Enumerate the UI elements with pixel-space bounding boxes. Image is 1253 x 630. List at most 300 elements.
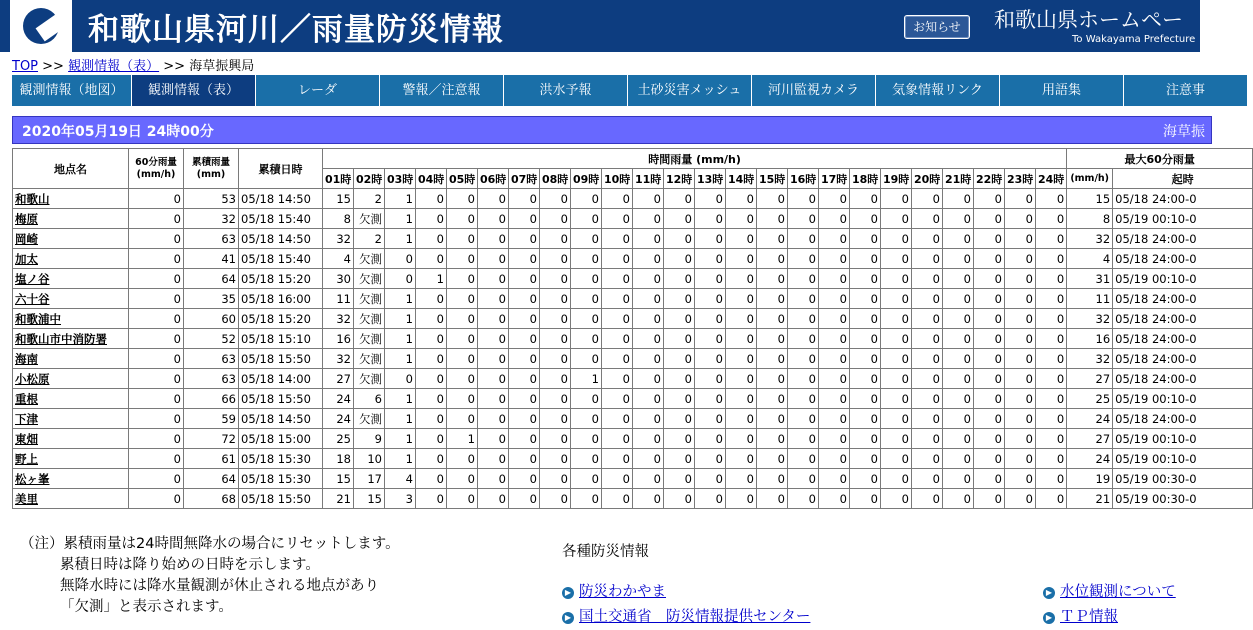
hourly-cell: 0	[447, 469, 478, 489]
rain60-cell: 0	[129, 349, 184, 369]
rain60-cell: 0	[129, 289, 184, 309]
hourly-cell: 0	[850, 429, 881, 449]
cumulative-date-header: 累積日時	[239, 149, 323, 189]
cumulative-cell: 35	[184, 289, 239, 309]
hourly-cell: 0	[1036, 209, 1067, 229]
hourly-cell: 0	[664, 209, 695, 229]
hourly-cell: 0	[447, 329, 478, 349]
cumulative-cell: 59	[184, 409, 239, 429]
max60-cell: 27	[1067, 369, 1113, 389]
hourly-cell: 1	[385, 449, 416, 469]
hourly-cell: 0	[881, 449, 912, 469]
hourly-cell: 6	[354, 389, 385, 409]
link-bousai-wakayama[interactable]: ▶ 防災わかやま	[562, 580, 666, 601]
arrow-bullet-icon: ▶	[1043, 587, 1055, 599]
hourly-cell: 0	[819, 349, 850, 369]
hourly-cell: 0	[912, 489, 943, 509]
station-cell	[13, 389, 129, 409]
hourly-cell: 0	[478, 429, 509, 449]
hourly-cell: 0	[788, 409, 819, 429]
station-cell	[13, 309, 129, 329]
hourly-cell: 0	[509, 229, 540, 249]
hourly-cell: 11	[323, 289, 354, 309]
hourly-cell: 0	[664, 389, 695, 409]
hourly-cell: 0	[447, 289, 478, 309]
nav-tab[interactable]: 注意事	[1124, 75, 1248, 106]
max60-cell: 27	[1067, 429, 1113, 449]
hourly-cell: 0	[850, 189, 881, 209]
rain60-cell: 0	[129, 409, 184, 429]
hourly-cell: 0	[881, 249, 912, 269]
hour-header: 05時	[447, 169, 478, 189]
hourly-cell: 0	[447, 269, 478, 289]
hourly-cell: 32	[323, 309, 354, 329]
hourly-cell: 0	[540, 289, 571, 309]
hourly-cell: 0	[478, 329, 509, 349]
hourly-cell: 0	[540, 329, 571, 349]
max60-cell: 31	[1067, 269, 1113, 289]
hourly-cell: 1	[416, 269, 447, 289]
hourly-cell: 30	[323, 269, 354, 289]
hourly-cell: 0	[633, 209, 664, 229]
hourly-cell: 0	[447, 489, 478, 509]
hourly-cell: 18	[323, 449, 354, 469]
hourly-cell: 0	[602, 349, 633, 369]
hourly-cell: 0	[788, 349, 819, 369]
hourly-cell: 0	[850, 309, 881, 329]
hourly-cell: 1	[385, 389, 416, 409]
hourly-cell: 0	[819, 269, 850, 289]
hourly-cell: 0	[695, 289, 726, 309]
hourly-cell: 0	[633, 289, 664, 309]
cumulative-date-cell: 05/18 14:00	[239, 369, 323, 389]
hour-header: 11時	[633, 169, 664, 189]
cumulative-cell: 52	[184, 329, 239, 349]
hourly-cell: 0	[1005, 349, 1036, 369]
hourly-cell: 0	[1005, 489, 1036, 509]
max60-cell: 24	[1067, 409, 1113, 429]
table-row	[13, 429, 1253, 449]
max60-header: 最大60分雨量	[1067, 149, 1253, 169]
notes	[20, 534, 400, 618]
rain60-cell: 0	[129, 489, 184, 509]
max60-time-cell: 05/19 00:10-0	[1113, 209, 1253, 229]
hourly-cell: 0	[726, 489, 757, 509]
hourly-cell: 0	[1036, 289, 1067, 309]
hourly-cell: 0	[788, 229, 819, 249]
table-row	[13, 489, 1253, 509]
hourly-cell: 0	[571, 469, 602, 489]
hourly-cell: 2	[354, 229, 385, 249]
hourly-cell: 0	[447, 249, 478, 269]
hourly-cell: 8	[323, 209, 354, 229]
station-cell	[13, 189, 129, 209]
observation-datetime: 2020年05月19日 24時00分	[22, 124, 214, 140]
main-nav	[12, 75, 1248, 106]
hourly-cell: 15	[354, 489, 385, 509]
hourly-cell: 0	[633, 489, 664, 509]
station-link[interactable]: 梅原	[15, 211, 38, 226]
cumulative-cell: 32	[184, 209, 239, 229]
hourly-cell: 0	[633, 469, 664, 489]
max60-time-cell: 05/18 24:00-0	[1113, 229, 1253, 249]
max60-cell: 11	[1067, 289, 1113, 309]
prefecture-home-sublabel[interactable]: To Wakayama Prefecture	[1072, 34, 1196, 45]
nav-tab[interactable]: 観測情報（地図）	[12, 75, 132, 106]
hourly-cell: 0	[602, 429, 633, 449]
link-mlit-center[interactable]: ▶ 国土交通省 防災情報提供センター	[562, 605, 810, 626]
hourly-cell: 0	[664, 369, 695, 389]
station-link[interactable]: 和歌山	[15, 191, 50, 206]
hourly-cell: 0	[478, 389, 509, 409]
hourly-cell: 1	[385, 309, 416, 329]
breadcrumb-separator: >>	[42, 59, 64, 74]
nav-tab[interactable]: 河川監視カメラ	[752, 75, 876, 106]
hourly-cell: 0	[1036, 389, 1067, 409]
rain60-cell: 0	[129, 389, 184, 409]
max60-cell: 32	[1067, 229, 1113, 249]
hourly-cell: 1	[385, 289, 416, 309]
cumulative-date-cell: 05/18 15:30	[239, 449, 323, 469]
cumulative-date-cell: 05/18 14:50	[239, 229, 323, 249]
hourly-cell: 0	[943, 349, 974, 369]
station-link[interactable]: 和歌浦中	[15, 311, 61, 326]
rain60-cell: 0	[129, 189, 184, 209]
hourly-cell: 0	[757, 289, 788, 309]
station-cell	[13, 409, 129, 429]
station-link[interactable]: 下津	[15, 411, 38, 426]
hourly-cell: 0	[943, 309, 974, 329]
hourly-cell: 0	[602, 269, 633, 289]
hourly-cell: 0	[695, 469, 726, 489]
hourly-cell: 0	[974, 369, 1005, 389]
hourly-cell: 0	[912, 209, 943, 229]
hourly-cell: 0	[509, 349, 540, 369]
max60-time-cell: 05/18 24:00-0	[1113, 409, 1253, 429]
hourly-cell: 0	[757, 209, 788, 229]
arrow-bullet-icon: ▶	[562, 587, 574, 599]
hourly-cell: 0	[416, 489, 447, 509]
cumulative-cell: 64	[184, 269, 239, 289]
hourly-cell: 0	[881, 409, 912, 429]
hourly-cell: 0	[602, 409, 633, 429]
station-link[interactable]: 美里	[15, 491, 38, 506]
hourly-cell: 1	[385, 349, 416, 369]
cumulative-date-cell: 05/18 15:00	[239, 429, 323, 449]
cumulative-cell: 68	[184, 489, 239, 509]
station-link[interactable]: 六十谷	[15, 291, 50, 306]
hourly-cell: 0	[974, 389, 1005, 409]
hourly-cell: 0	[540, 349, 571, 369]
table-row	[13, 469, 1253, 489]
hourly-cell: 0	[1005, 249, 1036, 269]
station-link[interactable]: 加太	[15, 251, 38, 266]
max60-time-cell: 05/19 00:10-0	[1113, 389, 1253, 409]
hourly-cell: 0	[850, 489, 881, 509]
hourly-cell: 0	[633, 269, 664, 289]
nav-tab[interactable]: 用語集	[1000, 75, 1124, 106]
hourly-cell: 32	[323, 229, 354, 249]
rain60-cell: 0	[129, 369, 184, 389]
hourly-cell: 0	[726, 369, 757, 389]
hourly-cell: 0	[943, 229, 974, 249]
hourly-cell: 0	[819, 469, 850, 489]
hourly-cell: 0	[509, 469, 540, 489]
nav-tab[interactable]: 警報／注意報	[380, 75, 504, 106]
hourly-cell: 0	[1036, 449, 1067, 469]
hourly-cell: 0	[478, 409, 509, 429]
hourly-cell: 0	[850, 269, 881, 289]
hourly-cell: 0	[478, 229, 509, 249]
nav-tab[interactable]: 観測情報（表）	[132, 75, 256, 106]
hourly-cell: 欠測	[354, 349, 385, 369]
hourly-cell: 0	[726, 209, 757, 229]
hourly-cell: 0	[757, 349, 788, 369]
rain60-cell: 0	[129, 449, 184, 469]
hourly-cell: 2	[354, 189, 385, 209]
max60-cell: 21	[1067, 489, 1113, 509]
hourly-cell: 0	[416, 409, 447, 429]
hourly-cell: 0	[695, 449, 726, 469]
disaster-links-heading: 各種防災情報	[562, 544, 649, 560]
hourly-cell: 0	[509, 269, 540, 289]
cumulative-date-cell: 05/18 14:50	[239, 189, 323, 209]
hourly-cell: 0	[757, 369, 788, 389]
note-line: 「欠測」と表示されます。	[60, 599, 233, 615]
hourly-cell: 0	[912, 369, 943, 389]
hourly-cell: 0	[757, 329, 788, 349]
hourly-cell: 0	[695, 309, 726, 329]
max60-time-cell: 05/18 24:00-0	[1113, 349, 1253, 369]
hour-header: 04時	[416, 169, 447, 189]
hourly-cell: 0	[664, 469, 695, 489]
hourly-cell: 0	[664, 329, 695, 349]
station-cell	[13, 349, 129, 369]
hourly-cell: 0	[850, 409, 881, 429]
cumulative-cell: 53	[184, 189, 239, 209]
hourly-cell: 0	[881, 289, 912, 309]
hourly-cell: 15	[323, 469, 354, 489]
hourly-cell: 0	[974, 189, 1005, 209]
hourly-cell: 0	[478, 469, 509, 489]
hourly-cell: 0	[912, 429, 943, 449]
cumulative-date-cell: 05/18 15:50	[239, 349, 323, 369]
hourly-cell: 0	[633, 349, 664, 369]
cumulative-date-cell: 05/18 15:50	[239, 489, 323, 509]
hourly-cell: 10	[354, 449, 385, 469]
hourly-cell: 32	[323, 349, 354, 369]
hourly-cell: 0	[540, 409, 571, 429]
hourly-cell: 0	[695, 429, 726, 449]
hourly-cell: 0	[416, 209, 447, 229]
hourly-cell: 0	[1005, 229, 1036, 249]
hourly-cell: 0	[881, 349, 912, 369]
hourly-cell: 0	[974, 209, 1005, 229]
hourly-cell: 0	[540, 469, 571, 489]
hourly-cell: 0	[974, 249, 1005, 269]
max60-time-cell: 05/18 24:00-0	[1113, 329, 1253, 349]
hourly-cell: 0	[850, 249, 881, 269]
hourly-cell: 0	[447, 209, 478, 229]
hourly-cell: 0	[571, 409, 602, 429]
station-link[interactable]: 岡崎	[15, 231, 38, 246]
cumulative-cell: 64	[184, 469, 239, 489]
hourly-cell: 0	[726, 449, 757, 469]
hourly-cell: 0	[943, 329, 974, 349]
max60-cell: 32	[1067, 309, 1113, 329]
hour-header: 18時	[850, 169, 881, 189]
hourly-cell: 0	[571, 449, 602, 469]
hourly-cell: 0	[974, 309, 1005, 329]
hourly-cell: 欠測	[354, 209, 385, 229]
table-row	[13, 389, 1253, 409]
hourly-cell: 0	[633, 409, 664, 429]
hourly-cell: 0	[602, 249, 633, 269]
hourly-cell: 0	[602, 229, 633, 249]
hourly-cell: 0	[633, 429, 664, 449]
station-link[interactable]: 東畑	[15, 431, 38, 446]
hourly-cell: 0	[974, 289, 1005, 309]
hourly-cell: 0	[447, 349, 478, 369]
rain60-cell: 0	[129, 469, 184, 489]
hourly-cell: 0	[1036, 369, 1067, 389]
hourly-cell: 0	[819, 229, 850, 249]
hourly-cell: 0	[416, 389, 447, 409]
station-link[interactable]: 松ヶ峯	[15, 471, 50, 486]
hourly-cell: 0	[633, 329, 664, 349]
hourly-cell: 0	[447, 409, 478, 429]
station-link[interactable]: 海南	[15, 351, 38, 366]
hourly-cell: 0	[602, 189, 633, 209]
hourly-cell: 0	[788, 449, 819, 469]
hourly-cell: 0	[571, 329, 602, 349]
rain60-cell: 0	[129, 249, 184, 269]
hourly-cell: 0	[788, 389, 819, 409]
hourly-cell: 1	[571, 369, 602, 389]
hourly-cell: 0	[819, 429, 850, 449]
prefecture-logo[interactable]	[10, 0, 72, 52]
hourly-cell: 0	[850, 229, 881, 249]
hourly-cell: 0	[633, 189, 664, 209]
hourly-cell: 0	[664, 489, 695, 509]
hour-header: 09時	[571, 169, 602, 189]
hourly-cell: 0	[664, 429, 695, 449]
hourly-cell: 0	[819, 209, 850, 229]
prefecture-home-link[interactable]: 和歌山県ホームペー	[994, 8, 1183, 32]
hourly-cell: 0	[943, 189, 974, 209]
hourly-cell: 0	[850, 469, 881, 489]
hourly-cell: 0	[881, 229, 912, 249]
breadcrumb	[12, 55, 254, 74]
hourly-cell: 0	[943, 289, 974, 309]
breadcrumb-top-link[interactable]: TOP	[12, 59, 39, 74]
hourly-cell: 0	[974, 429, 1005, 449]
station-link[interactable]: 小松原	[15, 371, 50, 386]
link-water-level[interactable]: ▶ 水位観測について	[1043, 580, 1176, 601]
hourly-cell: 1	[385, 329, 416, 349]
hourly-cell: 0	[912, 329, 943, 349]
hourly-cell: 0	[726, 189, 757, 209]
hourly-cell: 15	[323, 189, 354, 209]
hourly-cell: 0	[571, 389, 602, 409]
table-row	[13, 369, 1253, 389]
hourly-cell: 0	[850, 329, 881, 349]
hourly-cell: 0	[850, 389, 881, 409]
hourly-cell: 0	[509, 209, 540, 229]
hourly-cell: 0	[385, 249, 416, 269]
hourly-cell: 16	[323, 329, 354, 349]
hour-header: 13時	[695, 169, 726, 189]
hourly-cell: 0	[695, 489, 726, 509]
rain60-cell: 0	[129, 309, 184, 329]
hourly-cell: 0	[819, 369, 850, 389]
max60-cell: 19	[1067, 469, 1113, 489]
notice-button[interactable]: お知らせ	[904, 15, 970, 39]
station-link[interactable]: 塩ノ谷	[15, 271, 50, 286]
station-link[interactable]: 和歌山市中消防署	[15, 331, 107, 346]
nav-tab[interactable]: 気象情報リンク	[876, 75, 1000, 106]
hourly-cell: 0	[602, 369, 633, 389]
hourly-cell: 0	[819, 189, 850, 209]
hourly-cell: 0	[695, 249, 726, 269]
cumulative-cell: 63	[184, 369, 239, 389]
hourly-cell: 0	[509, 389, 540, 409]
hourly-cell: 0	[912, 469, 943, 489]
hourly-cell: 0	[757, 249, 788, 269]
hourly-cell: 0	[478, 209, 509, 229]
hourly-cell: 0	[1005, 409, 1036, 429]
hourly-cell: 0	[509, 369, 540, 389]
station-link[interactable]: 重根	[15, 391, 38, 406]
hourly-cell: 0	[633, 229, 664, 249]
cumulative-cell: 66	[184, 389, 239, 409]
hourly-cell: 0	[912, 269, 943, 289]
max60-cell: 15	[1067, 189, 1113, 209]
max60-cell: 16	[1067, 329, 1113, 349]
hourly-cell: 0	[633, 389, 664, 409]
cumulative-cell: 41	[184, 249, 239, 269]
hourly-cell: 0	[540, 369, 571, 389]
cumulative-header: 累積雨量 (mm)	[184, 149, 239, 189]
hourly-cell: 0	[509, 309, 540, 329]
hourly-cell: 0	[788, 269, 819, 289]
hourly-cell: 0	[416, 309, 447, 329]
nav-tab[interactable]: 洪水予報	[504, 75, 628, 106]
hourly-cell: 0	[695, 229, 726, 249]
nav-tab[interactable]: 土砂災害メッシュ	[628, 75, 752, 106]
hourly-cell: 0	[385, 269, 416, 289]
table-row	[13, 229, 1253, 249]
nav-tab[interactable]: レーダ	[256, 75, 380, 106]
station-link[interactable]: 野上	[15, 451, 38, 466]
hourly-cell: 0	[726, 389, 757, 409]
hourly-cell: 0	[788, 429, 819, 449]
max60-time-cell: 05/18 24:00-0	[1113, 189, 1253, 209]
hourly-cell: 0	[819, 409, 850, 429]
hourly-cell: 0	[695, 389, 726, 409]
hourly-cell: 0	[633, 249, 664, 269]
hourly-cell: 0	[912, 389, 943, 409]
hourly-cell: 0	[788, 309, 819, 329]
breadcrumb-table-link[interactable]: 観測情報（表）	[68, 59, 160, 74]
hourly-cell: 0	[695, 409, 726, 429]
hourly-cell: 25	[323, 429, 354, 449]
link-tp-info[interactable]: ▶ ＴＰ情報	[1043, 605, 1118, 626]
hourly-cell: 1	[447, 429, 478, 449]
hourly-cell: 0	[912, 449, 943, 469]
station-cell	[13, 429, 129, 449]
hourly-cell: 0	[912, 309, 943, 329]
